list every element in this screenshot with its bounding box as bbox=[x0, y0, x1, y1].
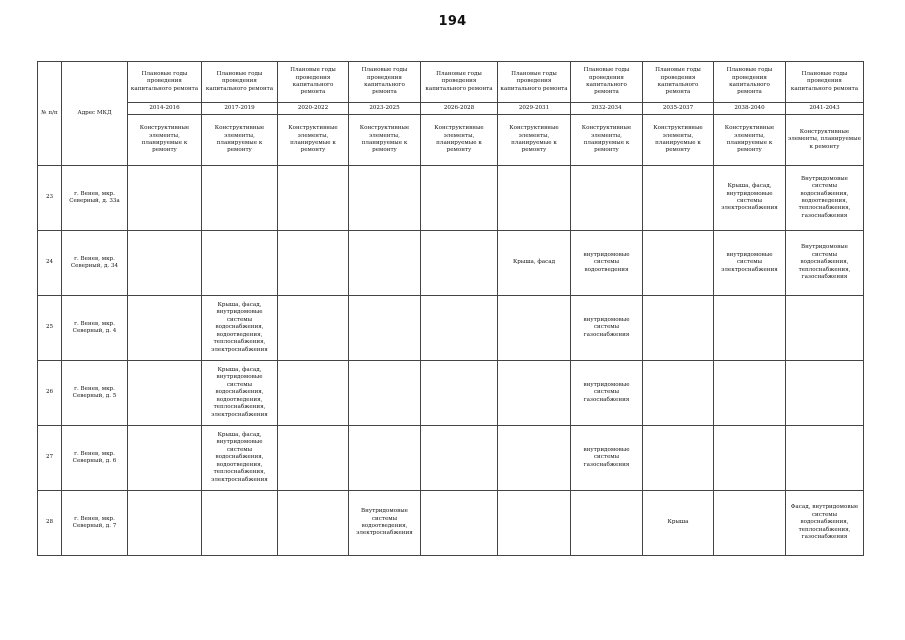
repair-elements-cell: внутридомовые системы водоотведения bbox=[571, 231, 643, 296]
repair-elements-cell: Фасад, внутридомовые системы водоснабжения, теплоснабжения, газоснабжения bbox=[786, 491, 864, 556]
repair-elements-cell bbox=[498, 296, 571, 361]
repair-elements-cell bbox=[278, 166, 349, 231]
repair-elements-cell: Крыша, фасад, внутридомовые системы водоснабжения, водоотведения, теплоснабжения, электроснабжения bbox=[202, 361, 278, 426]
table-row bbox=[38, 361, 864, 426]
repair-elements-cell bbox=[421, 426, 498, 491]
elements-header: Конструктивные элементы, планируемые к ремонту bbox=[421, 115, 498, 166]
repair-elements-cell bbox=[498, 426, 571, 491]
period-header: 2038-2040 bbox=[714, 103, 786, 115]
plan-years-header: Плановые годы проведения капитального ремонта bbox=[714, 62, 786, 103]
elements-header: Конструктивные элементы, планируемые к ремонту bbox=[571, 115, 643, 166]
repair-elements-cell bbox=[349, 361, 421, 426]
repair-elements-cell bbox=[786, 361, 864, 426]
plan-years-header: Плановые годы проведения капитального ремонта bbox=[421, 62, 498, 103]
plan-years-header: Плановые годы проведения капитального ремонта bbox=[349, 62, 421, 103]
repair-elements-cell bbox=[278, 231, 349, 296]
repair-elements-cell bbox=[421, 296, 498, 361]
row-number: 27 bbox=[38, 426, 62, 491]
repair-elements-cell bbox=[128, 426, 202, 491]
repair-elements-cell: Крыша bbox=[643, 491, 714, 556]
row-number: 28 bbox=[38, 491, 62, 556]
elements-header: Конструктивные элементы, планируемые к ремонту bbox=[128, 115, 202, 166]
repair-elements-cell: внутридомовые системы электроснабжения bbox=[714, 231, 786, 296]
elements-header: Конструктивные элементы, планируемые к ремонту bbox=[498, 115, 571, 166]
row-number: 23 bbox=[38, 166, 62, 231]
repair-elements-cell: внутридомовые системы газоснабжения bbox=[571, 361, 643, 426]
table-row bbox=[38, 491, 864, 556]
plan-years-header: Плановые годы проведения капитального ремонта bbox=[786, 62, 864, 103]
header-row-plan bbox=[38, 62, 864, 103]
repair-elements-cell bbox=[202, 231, 278, 296]
repair-elements-cell bbox=[643, 361, 714, 426]
repair-elements-cell bbox=[128, 296, 202, 361]
repair-elements-cell: Внутридомовые системы водоотведения, электроснабжения bbox=[349, 491, 421, 556]
plan-years-header: Плановые годы проведения капитального ремонта bbox=[571, 62, 643, 103]
elements-header: Конструктивные элементы, планируемые к ремонту bbox=[786, 115, 864, 166]
period-header: 2029-2031 bbox=[498, 103, 571, 115]
period-header: 2017-2019 bbox=[202, 103, 278, 115]
repair-elements-cell bbox=[202, 166, 278, 231]
row-number: 24 bbox=[38, 231, 62, 296]
repair-elements-cell bbox=[643, 166, 714, 231]
repair-elements-cell bbox=[421, 231, 498, 296]
period-header: 2032-2034 bbox=[571, 103, 643, 115]
repair-elements-cell bbox=[128, 491, 202, 556]
repair-elements-cell: Крыша, фасад, внутридомовые системы водоснабжения, водоотведения, теплоснабжения, электроснабжения bbox=[202, 426, 278, 491]
repair-elements-cell bbox=[128, 231, 202, 296]
period-header: 2023-2025 bbox=[349, 103, 421, 115]
repair-elements-cell bbox=[714, 361, 786, 426]
repair-elements-cell bbox=[714, 426, 786, 491]
address-cell: г. Венев, мкр. Северный, д. 5 bbox=[62, 361, 128, 426]
period-header: 2041-2043 bbox=[786, 103, 864, 115]
repair-elements-cell bbox=[278, 296, 349, 361]
header-row-periods bbox=[38, 103, 864, 115]
repair-elements-cell bbox=[202, 491, 278, 556]
elements-header: Конструктивные элементы, планируемые к ремонту bbox=[643, 115, 714, 166]
repair-elements-cell bbox=[571, 491, 643, 556]
page-number: 194 bbox=[438, 14, 467, 29]
repair-elements-cell bbox=[643, 426, 714, 491]
elements-header: Конструктивные элементы, планируемые к ремонту bbox=[202, 115, 278, 166]
repair-elements-cell: Крыша, фасад, внутридомовые системы электроснабжения bbox=[714, 166, 786, 231]
repair-elements-cell bbox=[278, 426, 349, 491]
plan-years-header: Плановые годы проведения капитального ремонта bbox=[643, 62, 714, 103]
address-cell: г. Венев, мкр. Северный, д. 34 bbox=[62, 231, 128, 296]
repair-elements-cell bbox=[128, 166, 202, 231]
repair-elements-cell: Крыша, фасад bbox=[498, 231, 571, 296]
repair-elements-cell bbox=[498, 361, 571, 426]
elements-header: Конструктивные элементы, планируемые к ремонту bbox=[349, 115, 421, 166]
repair-elements-cell: Внутридомовые системы водоснабжения, теплоснабжения, газоснабжения bbox=[786, 231, 864, 296]
row-number: 25 bbox=[38, 296, 62, 361]
num-header: № п/п bbox=[38, 62, 62, 166]
period-header: 2014-2016 bbox=[128, 103, 202, 115]
plan-years-header: Плановые годы проведения капитального ремонта bbox=[498, 62, 571, 103]
capital-repair-plan-table bbox=[37, 61, 864, 556]
repair-elements-cell bbox=[714, 296, 786, 361]
elements-header: Конструктивные элементы, планируемые к ремонту bbox=[714, 115, 786, 166]
repair-elements-cell bbox=[498, 491, 571, 556]
repair-elements-cell: Крыша, фасад, внутридомовые системы водоснабжения, водоотведения, теплоснабжения, электроснабжения bbox=[202, 296, 278, 361]
repair-elements-cell bbox=[349, 296, 421, 361]
repair-elements-cell bbox=[571, 166, 643, 231]
repair-elements-cell bbox=[714, 491, 786, 556]
period-header: 2026-2028 bbox=[421, 103, 498, 115]
plan-years-header: Плановые годы проведения капитального ремонта bbox=[278, 62, 349, 103]
plan-years-header: Плановые годы проведения капитального ремонта bbox=[128, 62, 202, 103]
repair-elements-cell bbox=[421, 166, 498, 231]
repair-elements-cell bbox=[786, 296, 864, 361]
repair-elements-cell bbox=[349, 231, 421, 296]
repair-elements-cell bbox=[786, 426, 864, 491]
table-row bbox=[38, 166, 864, 231]
repair-elements-cell bbox=[643, 231, 714, 296]
address-cell: г. Венев, мкр. Северный, д. 7 bbox=[62, 491, 128, 556]
plan-years-header: Плановые годы проведения капитального ремонта bbox=[202, 62, 278, 103]
elements-header: Конструктивные элементы, планируемые к ремонту bbox=[278, 115, 349, 166]
repair-elements-cell bbox=[349, 166, 421, 231]
header-row-elements bbox=[38, 115, 864, 166]
repair-elements-cell bbox=[349, 426, 421, 491]
repair-elements-cell: Внутридомовые системы водоснабжения, водоотведения, теплоснабжения, газоснабжения bbox=[786, 166, 864, 231]
period-header: 2035-2037 bbox=[643, 103, 714, 115]
table-row bbox=[38, 296, 864, 361]
period-header: 2020-2022 bbox=[278, 103, 349, 115]
repair-elements-cell bbox=[278, 491, 349, 556]
repair-elements-cell bbox=[128, 361, 202, 426]
address-header: Адрес МКД bbox=[62, 62, 128, 166]
repair-elements-cell bbox=[421, 491, 498, 556]
repair-elements-cell: внутридомовые системы газоснабжения bbox=[571, 426, 643, 491]
address-cell: г. Венев, мкр. Северный, д. 33а bbox=[62, 166, 128, 231]
repair-elements-cell bbox=[643, 296, 714, 361]
repair-elements-cell bbox=[498, 166, 571, 231]
row-number: 26 bbox=[38, 361, 62, 426]
repair-elements-cell: внутридомовые системы газоснабжения bbox=[571, 296, 643, 361]
table-row bbox=[38, 426, 864, 491]
address-cell: г. Венев, мкр. Северный, д. 4 bbox=[62, 296, 128, 361]
repair-elements-cell bbox=[278, 361, 349, 426]
table-row bbox=[38, 231, 864, 296]
address-cell: г. Венев, мкр. Северный, д. 6 bbox=[62, 426, 128, 491]
repair-elements-cell bbox=[421, 361, 498, 426]
